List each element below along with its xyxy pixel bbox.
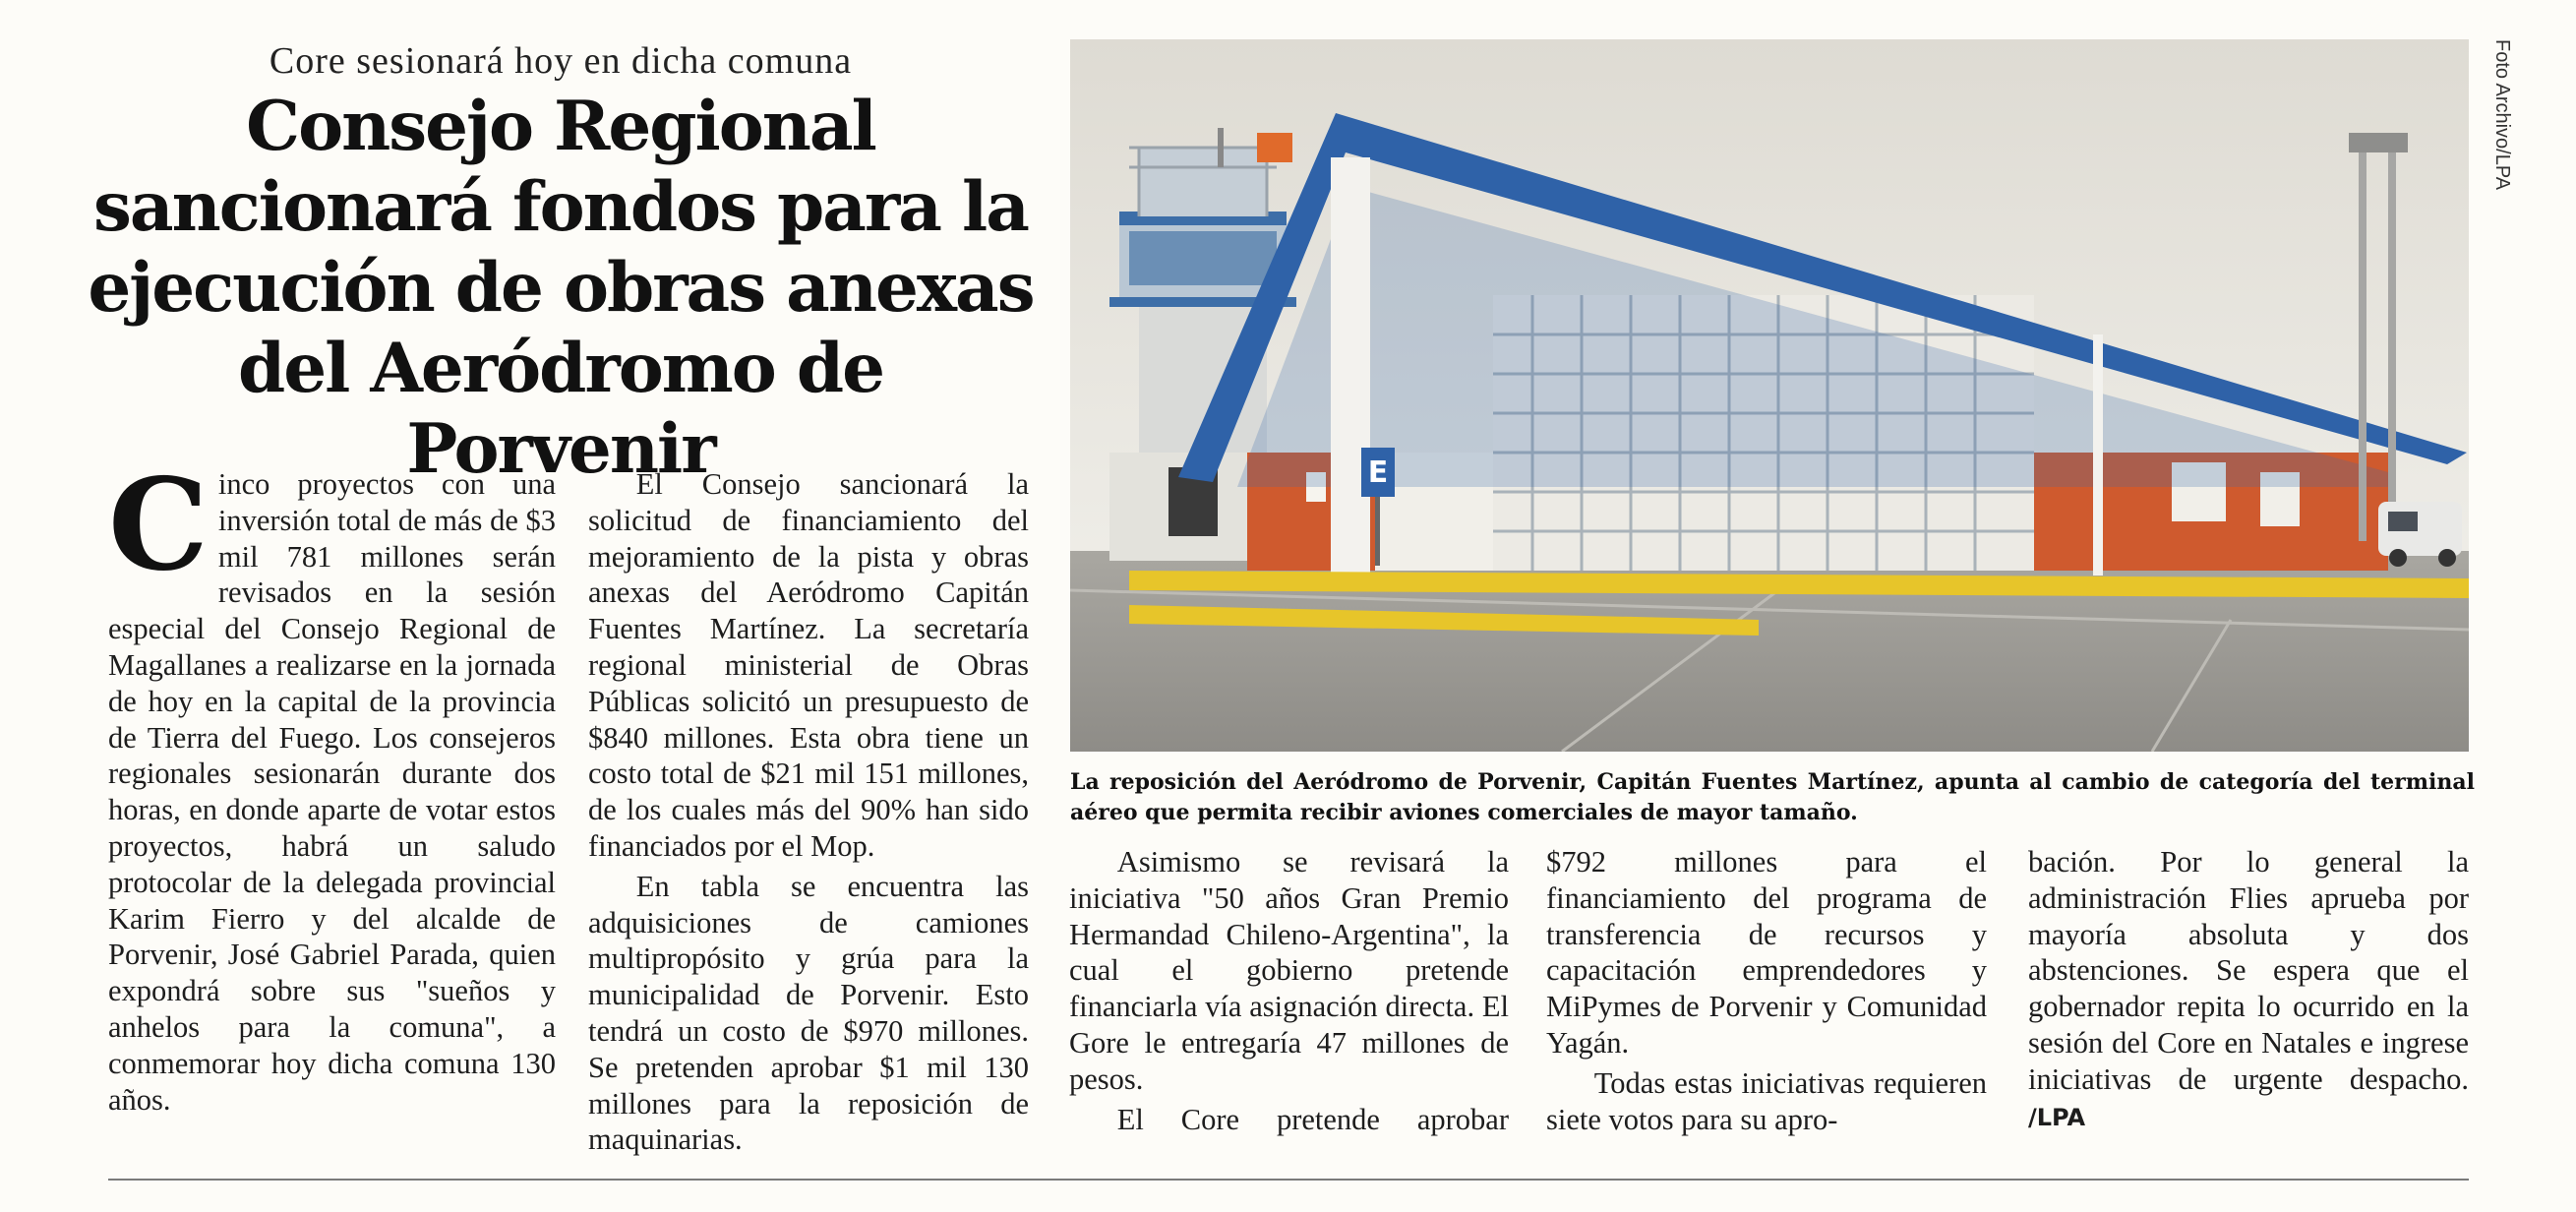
column-3-paragraph-2: El Core pretende aprobar <box>1116 1102 1509 1136</box>
roof-pillar <box>1331 157 1370 580</box>
article-column-5 <box>2028 844 2469 1135</box>
article-column-2 <box>588 466 1029 1158</box>
bottom-rule <box>108 1179 2469 1181</box>
aerodrome-photo <box>1070 39 2469 752</box>
column-1-text: inco proyectos con una inversión total de más de $3 mil 781 millones serán revisados en la sesión especial del Consejo Regional de Magallanes a realizarse en la jornada de hoy en la capital de la provincia de Tierra del Fuego. Los consejeros regionales sesionarán durante dos horas, en donde aparte de votar estos proyectos, habrá un saludo protocolar de la delegada provincial Karim Fierro y del alcalde de Porvenir, José Gabriel Parada, quien expondrá sobre sus "sueños y anhelos para la comuna", a conmemorar hoy dicha comuna 130 años. <box>108 467 556 1117</box>
article-column-3 <box>1069 844 1509 1137</box>
column-1-paragraph <box>108 452 556 1118</box>
article-column-4 <box>1546 844 1987 1137</box>
column-2-paragraph-1: El Consejo sancionará la solicitud de financiamiento del mejoramiento de la pista y obras anexas del Aeródromo Capitán Fuentes Martínez. La secretaría regional ministerial de Obras Públicas solicitó un presupuesto de $840 millones. Esta obra tiene un costo total de $21 mil 151 millones, de los cuales más del 90% han sido financiados por el Mop. <box>588 467 1029 863</box>
article-kicker: Core sesionará hoy en dicha comuna <box>269 40 853 82</box>
article-column-1 <box>108 452 556 1118</box>
column-5-paragraph <box>2028 844 2469 1135</box>
article-headline: Consejo Regional sancionará fondos para la ejecución de obras anexas del Aeródromo de Porvenir <box>88 87 1034 489</box>
photo-credit-text: Foto Archivo/LPA <box>2491 39 2513 191</box>
drop-cap: C <box>108 452 209 599</box>
column-2-paragraph-2: En tabla se encuentra las adquisiciones de camiones multipropósito y grúa para la municipalidad de Porvenir. Esto tendrá un costo de $970 millones. Se pretenden aprobar $1 mil 130 millones para la reposición de maquinarias. <box>588 869 1029 1157</box>
photo-caption: La reposición del Aeródromo de Porvenir, Capitán Fuentes Martínez, apunta al cambio de categoría del terminal aéreo que permita recibir aviones comerciales de mayor tamaño. <box>1070 769 2475 825</box>
author-signature: /LPA <box>2028 1103 2086 1131</box>
photo-credit <box>2484 39 2523 266</box>
column-5-text: bación. Por lo general la administración Flies aprueba por mayoría absoluta y dos abstenciones. Se espera que el gobernador repita lo ocurrido en la sesión del Core en Natales e ingrese iniciativas de urgente despacho. <box>2028 845 2469 1096</box>
column-3-paragraph-1: Asimismo se revisará la iniciativa "50 años Gran Premio Hermandad Chileno-Argentina", la cual el gobierno pretende financiarla vía asignación directa. El Gore le entregaría 47 millones de pesos. <box>1069 845 1509 1096</box>
column-4-paragraph-1: $792 millones para el financiamiento del programa de transferencia de recursos y capacitación emprendedores y MiPymes de Porvenir y Comunidad Yagán. <box>1546 845 1987 1060</box>
column-4-paragraph-2: Todas estas iniciativas requieren siete votos para su apro- <box>1546 1065 1987 1136</box>
parking-sign-letter: E <box>1367 455 1389 490</box>
